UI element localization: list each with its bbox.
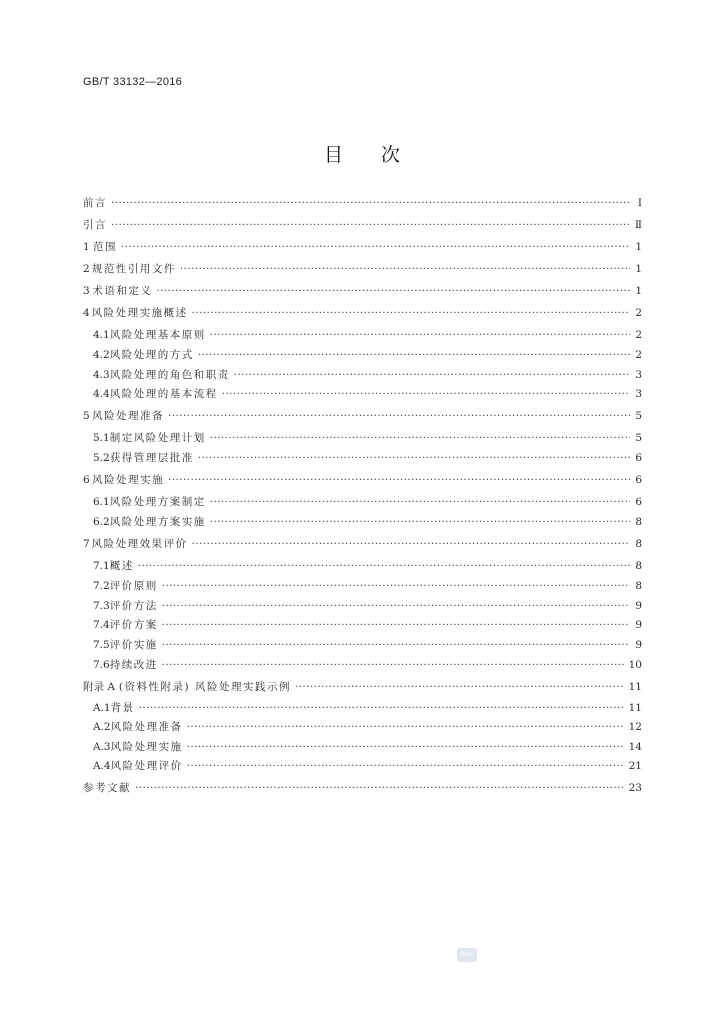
- toc-entry-number: 4.4: [93, 388, 110, 400]
- dot-leader: [192, 537, 630, 551]
- toc-entry[interactable]: [83, 701, 642, 715]
- toc-entry-number: 6.2: [93, 516, 110, 528]
- toc-entry-number: 2: [83, 263, 90, 275]
- toc-entry-page: 8: [635, 516, 642, 528]
- toc-entry-title: (资料性附录) 风险处理实践示例: [118, 681, 291, 693]
- toc-entry[interactable]: [83, 781, 642, 795]
- toc-entry-title: 风险处理实施: [110, 741, 183, 753]
- dot-leader: [168, 409, 630, 423]
- toc-entry-number: 7.1: [93, 560, 110, 572]
- toc-entry[interactable]: [83, 579, 642, 593]
- toc-title: 目次: [323, 144, 438, 166]
- dot-leader: [187, 720, 625, 734]
- toc-entry[interactable]: [83, 431, 642, 445]
- dot-leader: [121, 240, 630, 254]
- dot-leader: [168, 473, 630, 487]
- toc-entry-title: 背景: [110, 702, 135, 714]
- toc-entry-title: 参考文献: [83, 782, 131, 794]
- toc-entry-title: 风险处理实施概述: [91, 307, 188, 319]
- toc-entry-page: 1: [635, 285, 642, 297]
- toc-entry-page: 2: [635, 349, 642, 361]
- toc-entry-title: 风险处理准备: [110, 721, 183, 733]
- toc-entry-title: 范围: [93, 241, 118, 253]
- toc-entry-title: 风险处理方案实施: [109, 516, 206, 528]
- toc-entry-number: 7.6: [93, 659, 110, 671]
- toc-entry[interactable]: [83, 262, 642, 276]
- toc-entry-number: 3: [83, 285, 90, 297]
- toc-entry-page: 23: [628, 782, 642, 794]
- toc-entry-title: 风险处理实施: [92, 474, 165, 486]
- toc-entry-title: 风险处理准备: [92, 410, 165, 422]
- toc-entry-page: Ⅱ: [634, 219, 642, 231]
- dot-leader: [198, 451, 630, 465]
- toc-entry-title: 获得管理层批准: [109, 452, 194, 464]
- toc-entry-title: 规范性引用文件: [91, 263, 176, 275]
- toc-entry-page: 8: [635, 538, 642, 550]
- toc-entry[interactable]: [83, 306, 642, 320]
- dot-leader: [111, 218, 630, 232]
- toc-entry-number: 7.5: [93, 639, 110, 651]
- toc-entry[interactable]: [83, 680, 642, 694]
- toc-entry-number: 附录 A: [83, 681, 115, 693]
- toc-entry-number: 1: [83, 241, 90, 253]
- toc-entry[interactable]: [83, 638, 642, 652]
- toc-entry-number: 7.4: [93, 619, 110, 631]
- toc-entry-page: 21: [628, 760, 642, 772]
- dot-leader: [162, 599, 630, 613]
- toc-entry-number: 4.3: [93, 369, 110, 381]
- toc-entry[interactable]: [83, 284, 642, 298]
- toc-entry-page: 9: [635, 639, 642, 651]
- toc-entry-title: 风险处理的基本流程: [109, 388, 218, 400]
- toc-entry-page: 9: [635, 600, 642, 612]
- toc-entry-title: 评价实施: [109, 639, 158, 651]
- toc-entry-number: A.4: [93, 760, 111, 772]
- toc-entry[interactable]: [83, 759, 642, 773]
- toc-entry[interactable]: [83, 495, 642, 509]
- toc-entry-title: 风险处理评价: [110, 760, 183, 772]
- dot-leader: [210, 328, 630, 342]
- toc-entry-title: 风险处理效果评价: [91, 538, 188, 550]
- toc-entry-title: 引言: [83, 219, 107, 231]
- dot-leader: [222, 387, 630, 401]
- toc-entry-title: 评价方法: [109, 600, 158, 612]
- toc-entry-page: 6: [635, 452, 642, 464]
- toc-entry[interactable]: [83, 196, 642, 210]
- toc-entry[interactable]: [83, 740, 642, 754]
- toc-entry[interactable]: [83, 368, 642, 382]
- toc-entry-title: 术语和定义: [92, 285, 153, 297]
- toc-entry-page: 5: [635, 432, 642, 444]
- dot-leader: [139, 701, 625, 715]
- toc-entry-number: 7.2: [93, 580, 110, 592]
- dot-leader: [162, 638, 630, 652]
- dot-leader: [187, 759, 625, 773]
- toc-entry[interactable]: [83, 658, 642, 672]
- toc-entry-page: 10: [628, 659, 642, 671]
- dot-leader: [210, 431, 630, 445]
- toc-entry-page: 6: [635, 474, 642, 486]
- toc-entry[interactable]: [83, 409, 642, 423]
- toc-entry-title: 持续改进: [109, 659, 158, 671]
- toc-entry-number: 7.3: [93, 600, 110, 612]
- dot-leader: [295, 680, 625, 694]
- toc-entry-number: 4.2: [93, 349, 110, 361]
- dot-leader: [210, 495, 630, 509]
- toc-entry-page: 8: [635, 580, 642, 592]
- toc-entry-number: A.2: [93, 721, 111, 733]
- toc-entry-title: 风险处理基本原则: [109, 329, 206, 341]
- toc-entry-number: 4.1: [93, 329, 110, 341]
- toc-entry-number: 7: [83, 538, 90, 550]
- toc-entry-number: 5.1: [93, 432, 110, 444]
- standard-code: GB/T 33132—2016: [83, 76, 183, 88]
- dot-leader: [234, 368, 630, 382]
- toc-entry-page: 11: [628, 702, 642, 714]
- toc-entry-title: 风险处理的方式: [109, 349, 194, 361]
- dot-leader: [162, 618, 630, 632]
- toc-entry-page: 2: [635, 307, 642, 319]
- toc-entry[interactable]: [83, 515, 642, 529]
- toc-entry[interactable]: [83, 720, 642, 734]
- publisher-logo: SAC: [457, 948, 477, 962]
- toc-entry-title: 风险处理方案制定: [109, 496, 206, 508]
- toc-entry-page: 2: [635, 329, 642, 341]
- toc-entry-page: Ⅰ: [637, 197, 642, 209]
- dot-leader: [210, 515, 630, 529]
- table-of-contents: [83, 196, 642, 795]
- toc-entry-page: 8: [635, 560, 642, 572]
- toc-entry-title: 评价方案: [109, 619, 158, 631]
- toc-entry-page: 1: [635, 263, 642, 275]
- toc-entry-title: 前言: [83, 197, 107, 209]
- toc-entry[interactable]: [83, 218, 642, 232]
- dot-leader: [162, 579, 630, 593]
- toc-entry-number: 5: [83, 410, 90, 422]
- dot-leader: [192, 306, 630, 320]
- toc-entry-page: 5: [635, 410, 642, 422]
- dot-leader: [135, 781, 625, 795]
- toc-entry[interactable]: [83, 348, 642, 362]
- toc-entry-number: A.3: [93, 741, 111, 753]
- toc-entry-page: 14: [628, 741, 642, 753]
- toc-entry-page: 3: [635, 369, 642, 381]
- toc-entry[interactable]: [83, 537, 642, 551]
- toc-entry[interactable]: [83, 451, 642, 465]
- toc-entry[interactable]: [83, 599, 642, 613]
- toc-entry-page: 9: [635, 619, 642, 631]
- toc-entry-page: 11: [628, 681, 642, 693]
- toc-entry[interactable]: [83, 240, 642, 254]
- toc-entry-page: 12: [628, 721, 642, 733]
- toc-entry[interactable]: [83, 559, 642, 573]
- toc-entry-title: 概述: [109, 560, 134, 572]
- dot-leader: [187, 740, 625, 754]
- toc-entry-page: 1: [635, 241, 642, 253]
- toc-entry-number: 5.2: [93, 452, 110, 464]
- toc-entry-title: 风险处理的角色和职责: [109, 369, 230, 381]
- toc-entry-number: 4: [83, 307, 90, 319]
- dot-leader: [180, 262, 630, 276]
- dot-leader: [198, 348, 630, 362]
- toc-entry[interactable]: [83, 618, 642, 632]
- toc-entry-number: A.1: [93, 702, 111, 714]
- toc-entry-number: 6.1: [93, 496, 110, 508]
- dot-leader: [156, 284, 630, 298]
- toc-entry[interactable]: [83, 473, 642, 487]
- toc-entry-title: 制定风险处理计划: [109, 432, 206, 444]
- toc-entry[interactable]: [83, 328, 642, 342]
- toc-entry-page: 6: [635, 496, 642, 508]
- dot-leader: [111, 196, 630, 210]
- toc-entry-page: 3: [635, 388, 642, 400]
- dot-leader: [162, 658, 625, 672]
- dot-leader: [138, 559, 630, 573]
- toc-entry-title: 评价原则: [109, 580, 158, 592]
- toc-entry-number: 6: [83, 474, 90, 486]
- toc-entry[interactable]: [83, 387, 642, 401]
